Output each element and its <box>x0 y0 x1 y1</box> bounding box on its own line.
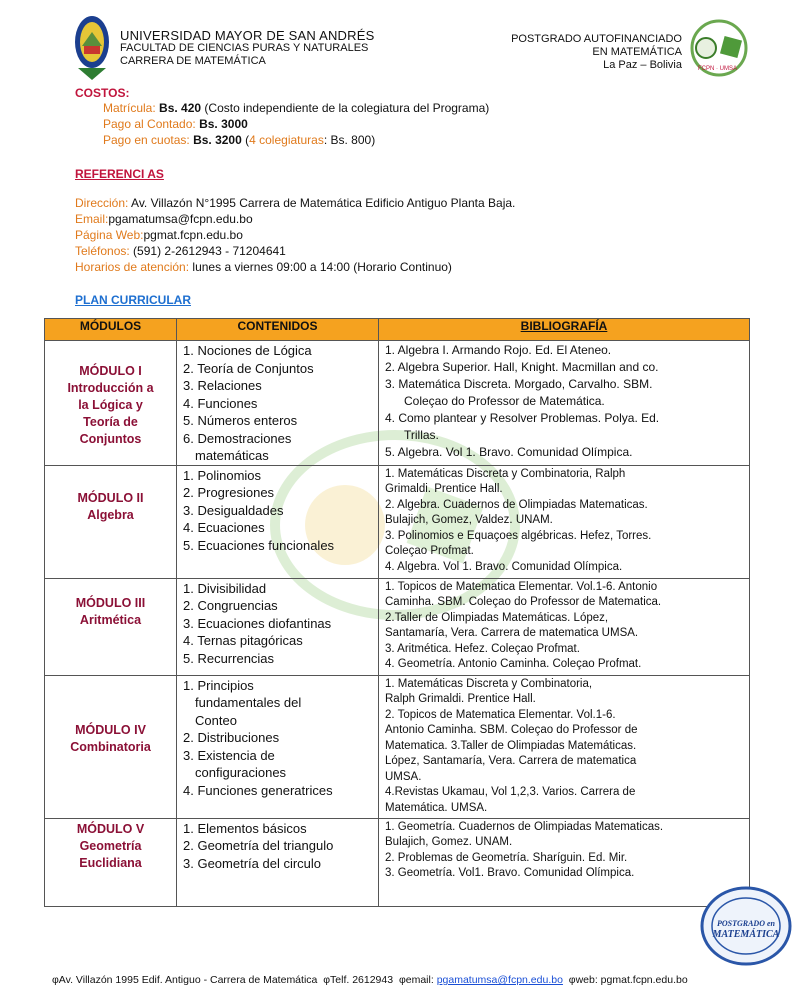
email-row <box>75 211 515 227</box>
content-item: 3. Ecuaciones diofantinas <box>183 615 332 631</box>
table-row <box>45 818 750 906</box>
module-name-line: Teoría de <box>83 415 138 429</box>
email-value[interactable]: pgamatumsa@fcpn.edu.bo <box>108 212 253 226</box>
costos-title: COSTOS: <box>75 86 130 100</box>
header-modulos: MÓDULOS <box>45 319 177 341</box>
table-row <box>45 675 750 818</box>
footer-email-link[interactable]: pgamatumsa@fcpn.edu.bo <box>436 974 563 986</box>
content-item: 3. Desigualdades <box>183 502 284 518</box>
content-item: 1. Nociones de Lógica <box>183 343 312 358</box>
umsa-shield-logo <box>72 12 112 87</box>
module-name <box>45 578 177 675</box>
page-footer <box>52 974 688 986</box>
bib-line: 2. Algebra. Cuadernos de Olimpiadas Matematicas. <box>385 498 648 511</box>
contado-label: Pago al Contado: <box>103 117 196 131</box>
module-name-line: MÓDULO IV <box>75 722 146 737</box>
referencias-section <box>75 167 515 275</box>
content-item: fundamentales del <box>195 695 302 710</box>
table-row <box>45 341 750 466</box>
web-label: Página Web: <box>75 228 144 242</box>
bib-line: 2. Topicos de Matematica Elementar. Vol.1-6. <box>385 708 616 721</box>
bib-line: 5. Algebra. Vol 1. Bravo. Comunidad Olímpica. <box>385 445 633 459</box>
module-name-line: Introducción a <box>67 381 154 395</box>
content-item: 1. Polinomios <box>183 467 262 483</box>
bib-line: López, Santamaría, Vera. Carrera de matematica <box>385 755 637 767</box>
module-name <box>45 465 177 578</box>
content-item: 3. Relaciones <box>183 378 262 393</box>
postgrado-header <box>511 33 682 72</box>
module-contents <box>177 818 379 906</box>
module-bibliography <box>379 818 750 906</box>
bib-line: Matematica. 3.Taller de Olimpiadas Matemáticas. <box>385 739 637 752</box>
web-value[interactable]: pgmat.fcpn.edu.bo <box>143 228 243 242</box>
module-contents <box>177 465 379 578</box>
svg-text:FCPN · UMSA: FCPN · UMSA <box>698 66 737 72</box>
bib-line: Grimaldi. Prentice Hall. <box>385 483 503 495</box>
module-contents <box>177 341 379 466</box>
module-name-line: Geometría <box>79 838 142 853</box>
content-item: 4. Ternas pitagóricas <box>183 633 303 648</box>
header-contenidos: CONTENIDOS <box>177 319 379 341</box>
content-item: Conteo <box>195 712 237 728</box>
matricula-label: Matrícula: <box>103 101 156 115</box>
cuotas-note-colored: 4 colegiaturas <box>249 133 324 147</box>
module-name-line: MÓDULO I <box>79 364 142 378</box>
content-item: 2. Progresiones <box>183 485 275 500</box>
postgrado-logo <box>684 18 754 83</box>
bib-line: Antonio Caminha. SBM. Coleçao do Professor de <box>385 724 638 736</box>
content-item: 2. Geometría del triangulo <box>183 838 334 853</box>
module-name <box>45 818 177 906</box>
content-item: 5. Ecuaciones funcionales <box>183 537 335 553</box>
module-bibliography <box>379 578 750 675</box>
bib-line: Coleçao do Professor de Matemática. <box>404 394 605 408</box>
matricula-value: Bs. 420 <box>159 101 202 115</box>
module-name-line: Combinatoria <box>70 739 151 754</box>
bib-line: Santamaría, Vera. Carrera de matematica UMSA. <box>385 627 639 639</box>
bib-line: UMSA. <box>385 770 422 783</box>
module-name-line: MÓDULO III <box>75 595 146 610</box>
bib-line: 3. Matemática Discreta. Morgado, Carvalho. SBM. <box>385 377 653 391</box>
bib-line: 2. Algebra Superior. Hall, Knight. Macmillan and co. <box>385 360 659 374</box>
bib-line: Coleçao Profmat. <box>385 545 474 557</box>
bib-line: 4. Algebra. Vol 1. Bravo. Comunidad Olímpica. <box>385 560 623 573</box>
university-name: UNIVERSIDAD MAYOR DE SAN ANDRÉS <box>120 28 375 43</box>
location: La Paz – Bolivia <box>603 59 682 71</box>
content-item: matemáticas <box>195 448 269 463</box>
module-name-line: Aritmética <box>79 612 142 627</box>
table-row <box>45 465 750 578</box>
module-name-line: Algebra <box>87 507 134 522</box>
referencias-title: REFERENCI AS <box>75 167 164 181</box>
bib-line: Caminha. SBM. Coleçao do Professor de Matematica. <box>385 596 662 608</box>
web-row <box>75 227 515 243</box>
telefonos-label: Teléfonos: <box>75 244 130 258</box>
footer-web: φweb: pgmat.fcpn.edu.bo <box>568 974 688 986</box>
career-name: CARRERA DE MATEMÁTICA <box>120 55 266 67</box>
footer-email-label: φemail: <box>398 974 434 986</box>
bib-line: 1. Matemáticas Discreta y Combinatoria, <box>385 677 593 690</box>
direccion-value: Av. Villazón N°1995 Carrera de Matemática Edificio Antiguo Planta Baja. <box>131 196 516 210</box>
content-item: 3. Existencia de <box>183 747 275 763</box>
cuotas-value: Bs. 3200 <box>193 133 242 147</box>
bib-line: 4. Geometría. Antonio Caminha. Coleçao Profmat. <box>385 658 642 670</box>
cuotas-row <box>75 132 489 148</box>
bib-line: 2.Taller de Olimpiadas Matemáticas. López, <box>385 611 609 624</box>
bib-line: 2. Problemas de Geometría. Sharíguin. Ed. Mir. <box>385 851 628 864</box>
bib-line: 4.Revistas Ukamau, Vol 1,2,3. Varios. Carrera de <box>385 786 636 798</box>
matricula-row <box>75 100 489 116</box>
bib-line: Trillas. <box>404 428 439 442</box>
bib-line: 1. Algebra I. Armando Rojo. Ed. El Ateneo. <box>385 343 612 357</box>
direccion-row <box>75 195 515 211</box>
matricula-note: (Costo independiente de la colegiatura del Programa) <box>204 101 490 115</box>
content-item: 2. Distribuciones <box>183 730 280 745</box>
module-contents <box>177 578 379 675</box>
cuotas-label: Pago en cuotas: <box>103 133 190 147</box>
content-item: 4. Funciones generatrices <box>183 782 333 798</box>
module-contents <box>177 675 379 818</box>
content-item: 1. Elementos básicos <box>183 820 307 836</box>
postgrado-line2: EN MATEMÁTICA <box>592 46 682 58</box>
bib-line: Matemática. UMSA. <box>385 801 488 814</box>
content-item: 4. Funciones <box>183 395 258 411</box>
bib-line: 1. Matemáticas Discreta y Combinatoria, Ralph <box>385 467 626 480</box>
table-header-row <box>45 319 750 341</box>
plan-curricular-table <box>44 318 750 907</box>
module-name-line: MÓDULO II <box>77 490 144 505</box>
module-name <box>45 675 177 818</box>
bib-line: Bulajich, Gomez, Valdez. UNAM. <box>385 514 553 526</box>
costos-section <box>75 86 489 148</box>
email-label: Email: <box>75 212 109 226</box>
bib-line: 3. Polinomios e Equaçoes algébricas. Hefez, Torres. <box>385 529 652 542</box>
bib-line: 1. Geometría. Cuadernos de Olimpiadas Matematicas. <box>385 820 664 833</box>
postgrado-line1: POSTGRADO AUTOFINANCIADO <box>511 33 682 45</box>
horario-label: Horarios de atención: <box>75 260 190 274</box>
horario-row <box>75 259 515 275</box>
content-item: configuraciones <box>195 765 287 780</box>
module-name-line: Conjuntos <box>79 432 142 446</box>
direccion-label: Dirección: <box>75 196 129 210</box>
postgrado-seal <box>700 886 792 971</box>
content-item: 4. Ecuaciones <box>183 520 265 535</box>
content-item: 2. Congruencias <box>183 598 278 613</box>
content-item: 3. Geometría del circulo <box>183 855 322 871</box>
content-item: 5. Números enteros <box>183 413 298 428</box>
module-name-line: la Lógica y <box>78 398 143 412</box>
cuotas-note-open: ( <box>245 133 250 147</box>
bib-line: 1. Topicos de Matematica Elementar. Vol.1-6. Antonio <box>385 580 658 593</box>
telefonos-value: (591) 2-2612943 - 71204641 <box>133 244 286 258</box>
footer-address: φAv. Villazón 1995 Edif. Antiguo - Carrera de Matemática <box>52 974 318 986</box>
cuotas-note-rest: : Bs. 800) <box>323 133 376 147</box>
bib-line: 4. Como plantear y Resolver Problemas. Polya. Ed. <box>385 411 660 425</box>
module-bibliography <box>379 341 750 466</box>
plan-curricular-title: PLAN CURRICULAR <box>75 293 191 307</box>
contado-value: Bs. 3000 <box>199 117 248 131</box>
module-bibliography <box>379 465 750 578</box>
footer-tel: φTelf. 2612943 <box>323 974 394 986</box>
content-item: 1. Principios <box>183 677 254 693</box>
content-item: 6. Demostraciones <box>183 430 292 446</box>
module-bibliography <box>379 675 750 818</box>
bib-line: Bulajich, Gomez. UNAM. <box>385 836 513 848</box>
header-bibliografia-text: BIBLIOGRAFÍA <box>520 319 608 333</box>
telefonos-row <box>75 243 515 259</box>
seal-line2: MATEMÁTICA <box>712 929 780 940</box>
content-item: 5. Recurrencias <box>183 650 275 666</box>
header-bibliografia <box>379 319 750 341</box>
contado-row <box>75 116 489 132</box>
content-item: 1. Divisibilidad <box>183 580 267 596</box>
content-item: 2. Teoría de Conjuntos <box>183 360 314 376</box>
seal-line1: POSTGRADO en <box>716 919 776 928</box>
bib-line: 3. Geometría. Vol1. Bravo. Comunidad Olímpica. <box>385 867 635 879</box>
module-name <box>45 341 177 466</box>
faculty-name: FACULTAD DE CIENCIAS PURAS Y NATURALES <box>120 42 369 54</box>
module-name-line: MÓDULO V <box>76 821 145 836</box>
module-name-line: Euclidiana <box>79 855 142 870</box>
bib-line: Ralph Grimaldi. Prentice Hall. <box>385 693 536 705</box>
table-row <box>45 578 750 675</box>
university-header <box>120 29 374 68</box>
bib-line: 3. Aritmética. Hefez. Coleçao Profmat. <box>385 642 580 655</box>
horario-value: lunes a viernes 09:00 a 14:00 (Horario Continuo) <box>192 260 452 274</box>
